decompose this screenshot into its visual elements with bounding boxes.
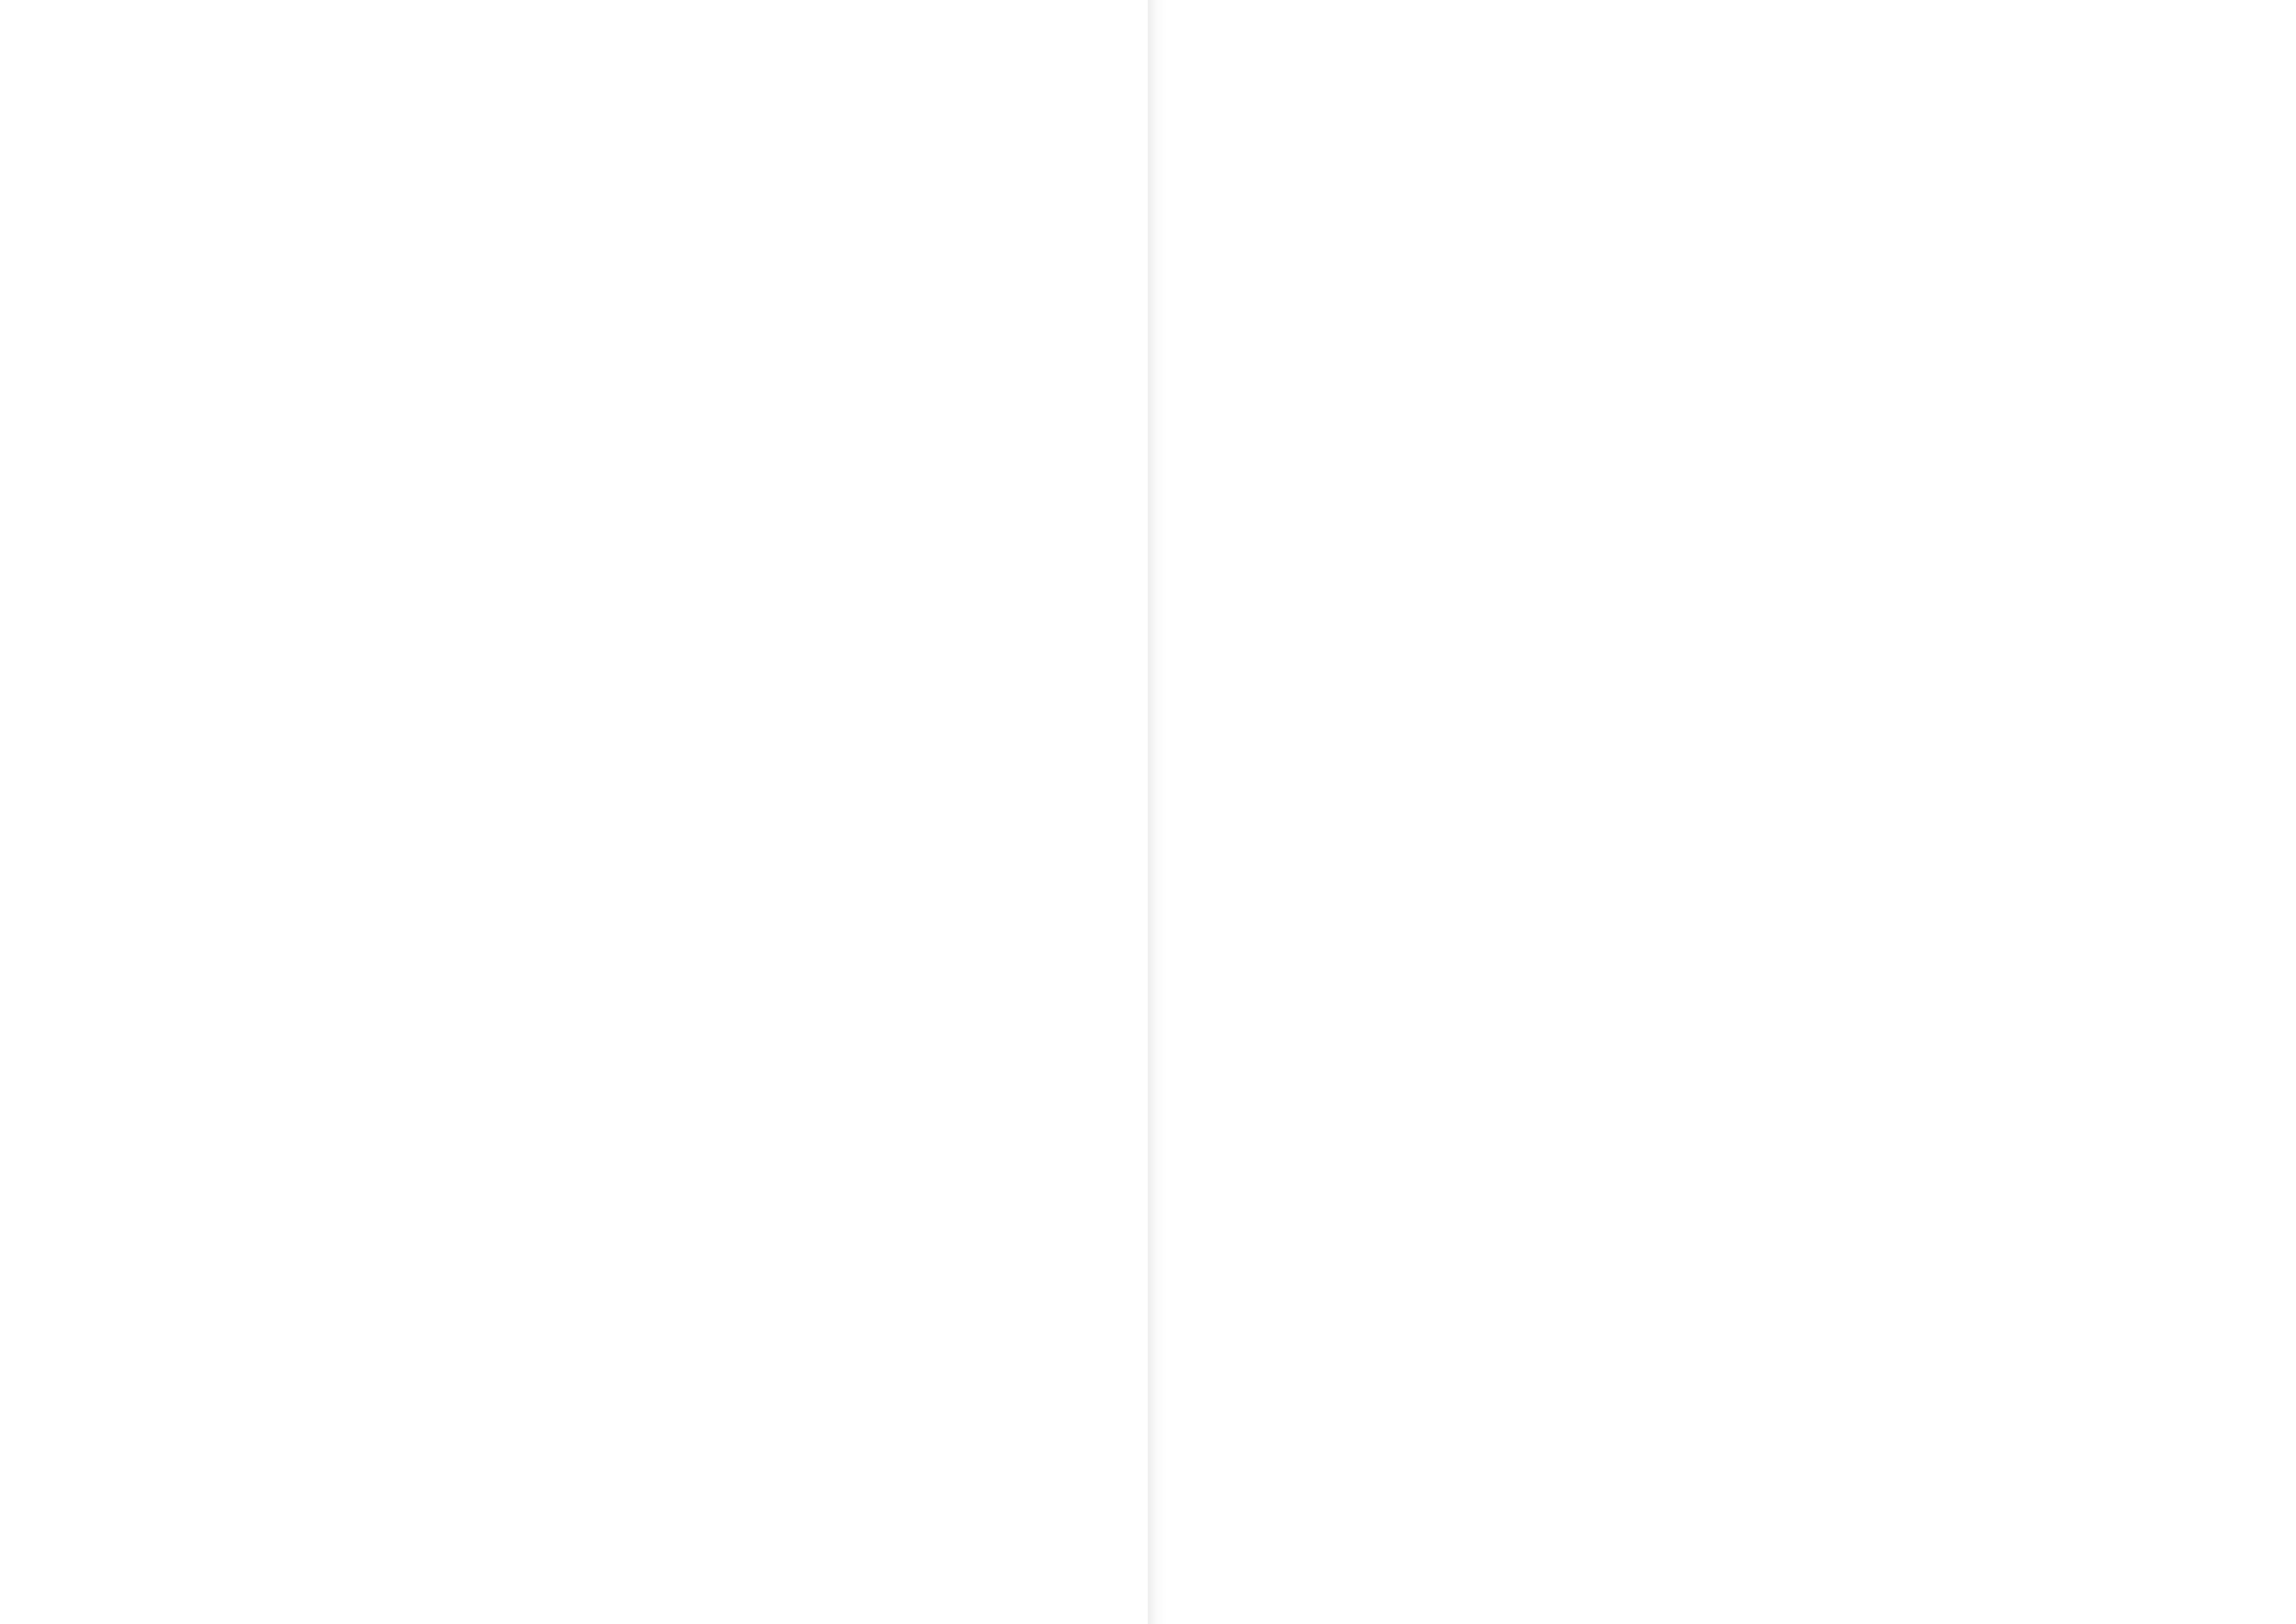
right-page-contents [1148,0,2296,1624]
